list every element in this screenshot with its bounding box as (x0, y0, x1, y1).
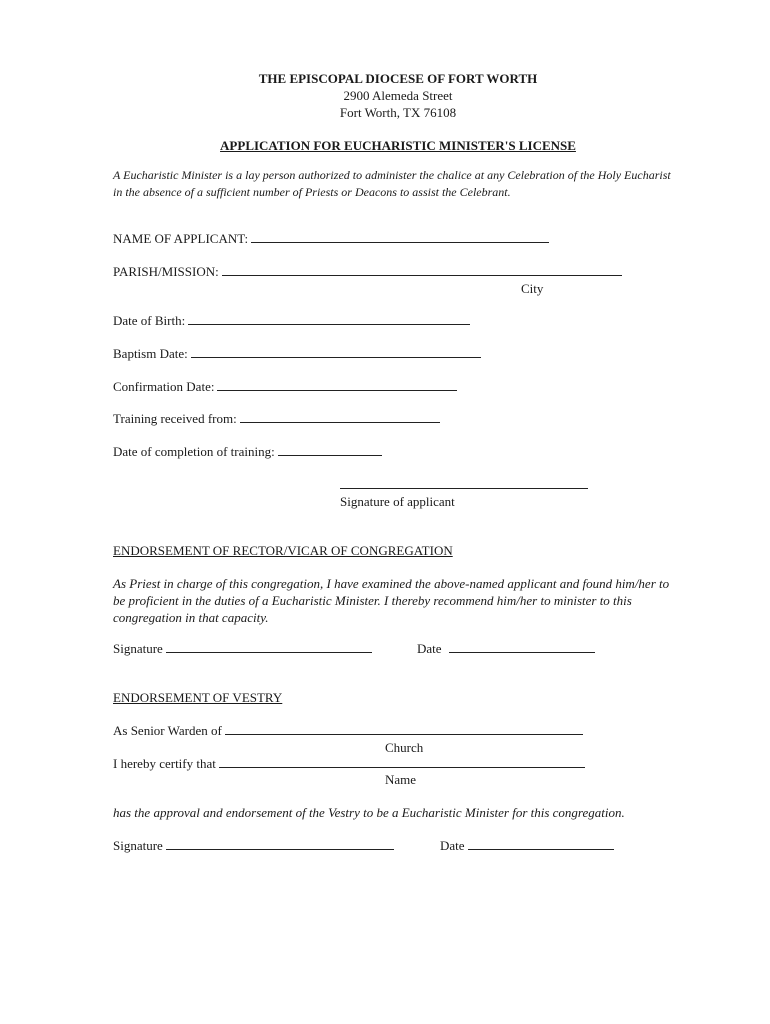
name-caption: Name (385, 772, 417, 787)
vestry-signature-field[interactable] (166, 838, 394, 850)
vestry-signature-label: Signature (113, 838, 163, 853)
applicant-name-row (113, 231, 549, 247)
certify-label: I hereby certify that (113, 756, 216, 771)
church-field[interactable] (225, 723, 583, 735)
training-field[interactable] (240, 411, 440, 423)
vestry-statement: has the approval and endorsement of the Vestry to be a Eucharistic Minister for this congregation. (113, 805, 625, 820)
parish-field[interactable] (222, 264, 622, 276)
rector-date-label: Date (417, 641, 442, 656)
completion-row (113, 444, 382, 460)
applicant-name-label: NAME OF APPLICANT: (113, 231, 249, 246)
training-row (113, 411, 440, 427)
intro-paragraph: A Eucharistic Minister is a lay person authorized to administer the chalice at any Celebration of the Holy Eucharist in the absence of a sufficient number of Priests or Deacons to assist the Celebrant. (113, 168, 671, 199)
rector-signature-row (113, 641, 372, 657)
confirmation-row (113, 379, 457, 395)
baptism-field[interactable] (191, 346, 481, 358)
city-caption: City (521, 281, 544, 296)
rector-signature-field[interactable] (166, 641, 372, 653)
confirmation-field[interactable] (217, 379, 457, 391)
parish-row (113, 264, 622, 280)
vestry-date-field[interactable] (468, 838, 614, 850)
parish-label: PARISH/MISSION: (113, 264, 219, 279)
vestry-signature-row (113, 838, 394, 854)
dob-label: Date of Birth: (113, 313, 186, 328)
city-state-zip: Fort Worth, TX 76108 (339, 105, 457, 120)
baptism-label: Baptism Date: (113, 346, 188, 361)
rector-endorsement-heading: ENDORSEMENT OF RECTOR/VICAR OF CONGREGATION (113, 543, 453, 558)
baptism-row (113, 346, 481, 362)
rector-date-row (417, 641, 595, 657)
applicant-name-field[interactable] (251, 231, 549, 243)
dob-field[interactable] (188, 313, 470, 325)
warden-row (113, 723, 583, 739)
street-address: 2900 Alemeda Street (343, 88, 453, 103)
applicant-signature-line[interactable] (340, 477, 588, 493)
training-label: Training received from: (113, 411, 237, 426)
completion-label: Date of completion of training: (113, 444, 275, 459)
certified-name-field[interactable] (219, 756, 585, 768)
form-title: APPLICATION FOR EUCHARISTIC MINISTER'S LICENSE (220, 138, 576, 153)
rector-signature-label: Signature (113, 641, 163, 656)
completion-field[interactable] (278, 444, 382, 456)
dob-row (113, 313, 470, 329)
applicant-signature-caption: Signature of applicant (340, 494, 455, 509)
diocese-name: THE EPISCOPAL DIOCESE OF FORT WORTH (258, 71, 538, 86)
rector-date-field[interactable] (449, 641, 595, 653)
rector-statement: As Priest in charge of this congregation, I have examined the above-named applicant and found him/her to be proficient in the duties of a Eucharistic Minister. I thereby recommend him/her to minister to this congregation in that capacity. (113, 576, 670, 625)
vestry-endorsement-heading: ENDORSEMENT OF VESTRY (113, 690, 283, 705)
vestry-date-row (440, 838, 614, 854)
certify-row (113, 756, 585, 772)
vestry-date-label: Date (440, 838, 465, 853)
confirmation-label: Confirmation Date: (113, 379, 215, 394)
warden-label: As Senior Warden of (113, 723, 222, 738)
church-caption: Church (385, 740, 424, 755)
applicant-signature-field[interactable] (340, 477, 588, 489)
